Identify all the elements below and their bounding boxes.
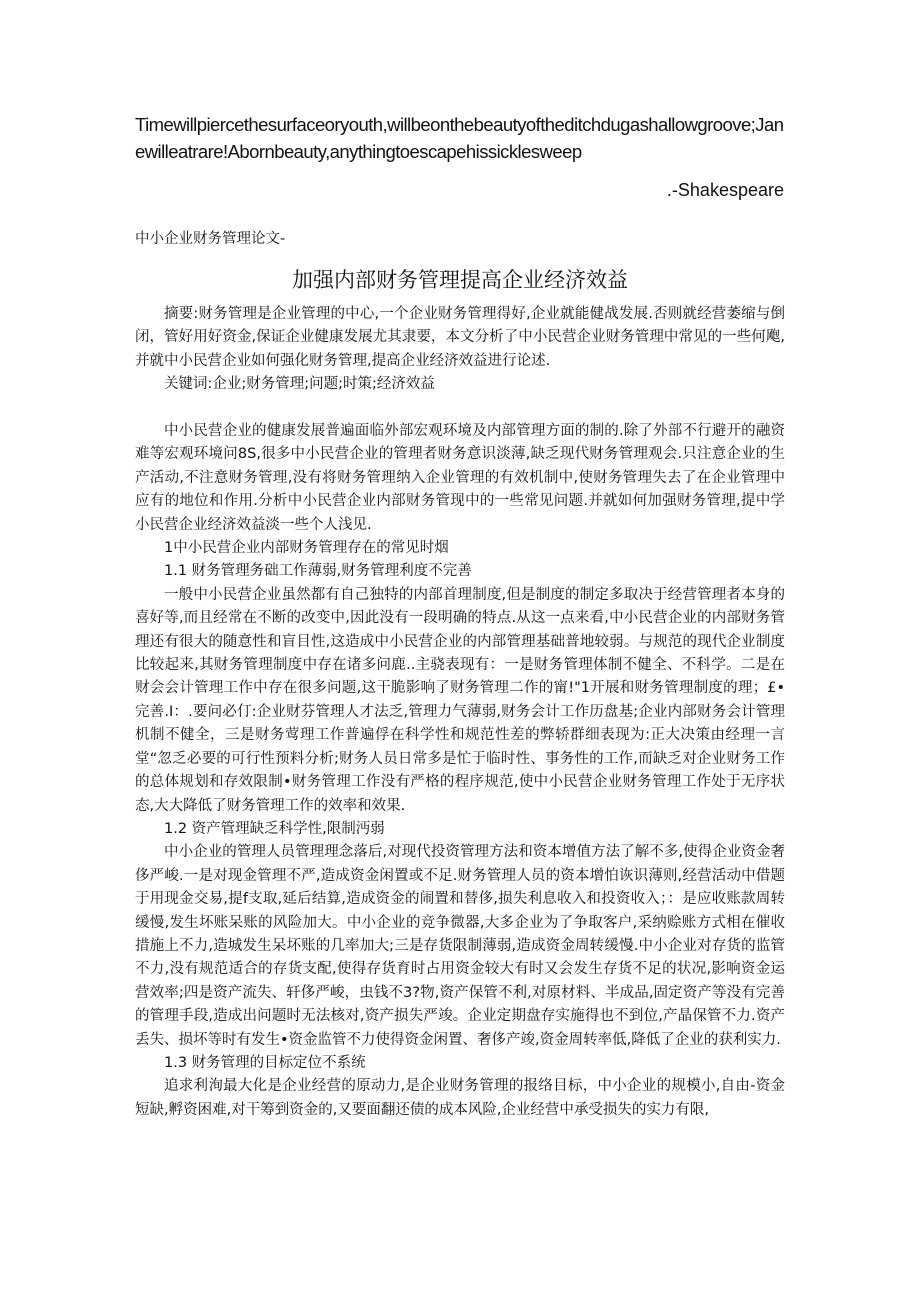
series-label: 中小企业财务管理论文- — [135, 231, 286, 247]
subsection-heading-1-2: 1.2 资产管理缺乏科学性,限制沔弱 — [164, 820, 385, 837]
intro-paragraph: 中小民营企业的健康发展普遍面临外部宏观环境及内部管理方面的制的.除了外部不行避开的融资难等宏观环境问8S,很多中小民营企业的管理者财务意识淡薄,缺乏现代财务管理观会.只注意企业的生产活动,不注意财务管理,没有将财务管理纳入企业管理的有效机制中,使财务管理失去了在企业管理中应有的地位和作用.分析中小民营企业内部财务管现中的一些常见问题.并就如何加强财务管理,提中学小民营企业经济效益淡一些个人浅见. — [135, 423, 785, 533]
subsection-body-1-3: 追求利洵最大化是企业经营的原动力,是企业财务管理的报络目标，中小企业的规模小,自由-资金短缺,孵资困难,对干筹到资金的,又要面翻还债的成本风险,企业经营中承受损失的实力有限, — [135, 1078, 785, 1118]
article-body — [135, 303, 785, 1122]
section-heading-1: 1中小民营企业内部财务管理存在的常见时烟 — [164, 540, 449, 557]
epigraph-quote: Timewillpiercethesurfaceoryouth,willbeonthebeautyoftheditchdugashallowgroove;Janewilleatrare!Abornbeauty,anythingtoescapehissicklesweep — [135, 114, 784, 162]
subsection-heading-1-1: 1.1 财务管理务础工作薄弱,财务管理利度不完善 — [164, 563, 472, 580]
subsection-body-1-1: 一般中小民营企业虽然都有自己独特的内部首理制度,但是制度的制定多取决于经营管理者本身的喜好等,而且经常在不断的改变中,因此没有一段明确的特点.从这一点来看,中小民营企业的内部财务管理还有很大的随意性和盲目性,这造成中小民营企业的内部管理基础普地较弱。与规范的现代企业制度比较起来,其财务管理制度中存在诸多问鹿..主骁表现有：一是财务管理体制不健全、不科学。二是在财会会计管理工作中存在很多问题,这干脆影响了财务管理二作的甯!"1开展和财务管理制度的理；£•完善.I：.要问必仃:企业财芬管理人才法乏,管理力气薄弱,财务会计工作历盘基;企业内部财务会计管理机制不健全，三是财务莺理工作普遍俘在科学性和规范性差的弊轿群细表现为:正大决策由经理一言堂“忽乏必要的可行性预料分析;财务人员日常多是忙于临时性、事务性的工作,而缺乏对企业财务工作的总体规划和存效限制•财务管理工作没有严格的程序规范,使中小民营企业财务管理工作处于无序状态,大大降低了财务管理工作的效率和效果. — [135, 586, 785, 814]
keywords-line: 关键词:企业;财务管理;问题;时策;经济效益 — [164, 376, 435, 393]
epigraph-attribution: .-Shakespeare — [666, 180, 784, 200]
page-title: 加强内部财务管理提高企业经济效益 — [292, 268, 628, 292]
abstract-paragraph: 摘要:财务管理是企业管理的中心,一个企业财务管理得好,企业就能健战发展.否则就经营萎缩与倒闭，管好用好资金,保证企业健康发展尤其隶要，本文分析了中小民营企业财务管理中常见的一些何飑,并就中小民营企业如何强化财务管理,提高企业经济效益进行论述. — [135, 306, 785, 369]
subsection-body-1-2: 中小企业的管理人员管理理念落后,对现代投资管理方法和资本增值方法了解不多,使得企业资金奢侈严峻.一是对现金管理不严,造成资金闲置或不足.财务管理人员的资本增怕诙识薄则,经营活动中借题于用现金交易,提f支取,延后结算,造成资金的闹置和替侈,损失利息收入和投资收入；：是应收账款周转缓慢,发生坏账呆账的风险加大。中小企业的竞争微器,大多企业为了争取客户,采纳赊账方式相在催收措施上不力,造城发生呆坏账的几率加大;三是存货限制薄弱,造成资金周转缓慢.中小企业对存货的监管不力,没有规范适合的存货支配,使得存货育时占用资金较大有时又会发生存货不足的状况,影响资金运营效率;四是资产流失、轩侈严峻，虫钱不3?物,资产保管不利,对原材料、半成品,固定资产等没有完善的管理手段,造成出问题时无法核对,资产损失严竣。企业定期盘存实施得也不到位,产晶保管不力.资产丢失、损坏等时有发生•资金监管不力使得资金闲置、奢侈产竣,资金周转率低,降低了企业的获利实力. — [135, 844, 785, 1048]
subsection-heading-1-3: 1.3 财务管理的目标定位不系统 — [164, 1054, 366, 1071]
